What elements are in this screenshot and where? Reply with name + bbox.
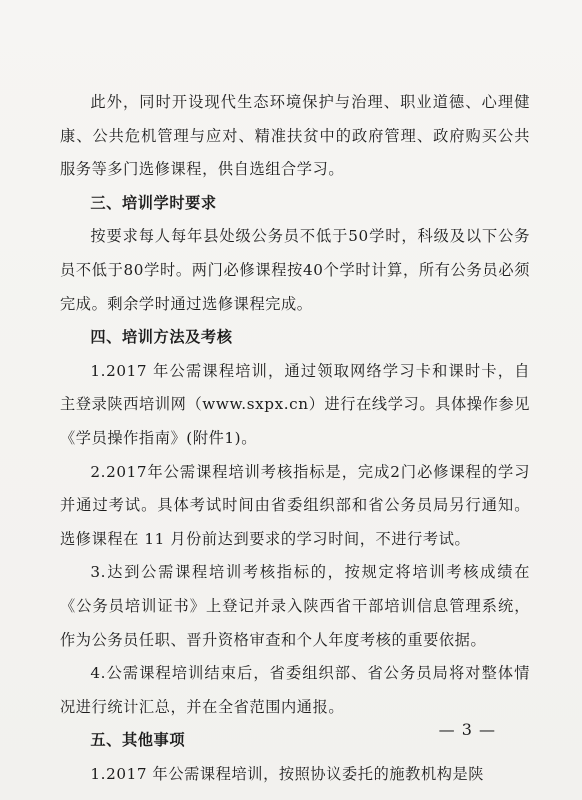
paragraph-training-institution: 1.2017 年公需课程培训，按照协议委托的施教机构是陕 <box>90 764 485 783</box>
paragraph-assessment-criteria: 2.2017年公需课程培训考核指标是，完成2门必修课程的学习并通过考试。具体考试时间由省委组织部和省公务员局另行通知。选修课程在 11 月份前达到要求的学习时间，不进行考试。 <box>60 462 530 548</box>
document-body <box>60 86 530 791</box>
section-heading-study-hours: 三、培训学时要求 <box>90 193 217 212</box>
paragraph-elective-courses: 此外，同时开设现代生态环境保护与治理、职业道德、心理健康、公共危机管理与应对、精准扶贫中的政府管理、政府购买公共服务等多门选修课程，供自选组合学习。 <box>60 93 530 179</box>
section-heading-methods-assessment: 四、培训方法及考核 <box>90 328 233 347</box>
paragraph-hour-requirements: 按要求每人每年县处级公务员不低于50学时，科级及以下公务员不低于80学时。两门必修课程按40个学时计算，所有公务员必须完成。剩余学时通过选修课程完成。 <box>60 227 530 313</box>
paragraph-record-results: 3.达到公需课程培训考核指标的，按规定将培训考核成绩在《公务员培训证书》上登记并录入陕西省干部培训信息管理系统，作为公务员任职、晋升资格审查和个人年度考核的重要依据。 <box>60 563 530 649</box>
section-heading-other-matters: 五、其他事项 <box>90 731 186 750</box>
page-number: — 3 — <box>438 720 496 739</box>
paragraph-statistics-report: 4.公需课程培训结束后，省委组织部、省公务员局将对整体情况进行统计汇总，并在全省范围内通报。 <box>60 664 530 716</box>
paragraph-online-learning: 1.2017 年公需课程培训，通过领取网络学习卡和课时卡，自主登录陕西培训网（www.sxpx.cn）进行在线学习。具体操作参见《学员操作指南》(附件1)。 <box>60 361 530 447</box>
